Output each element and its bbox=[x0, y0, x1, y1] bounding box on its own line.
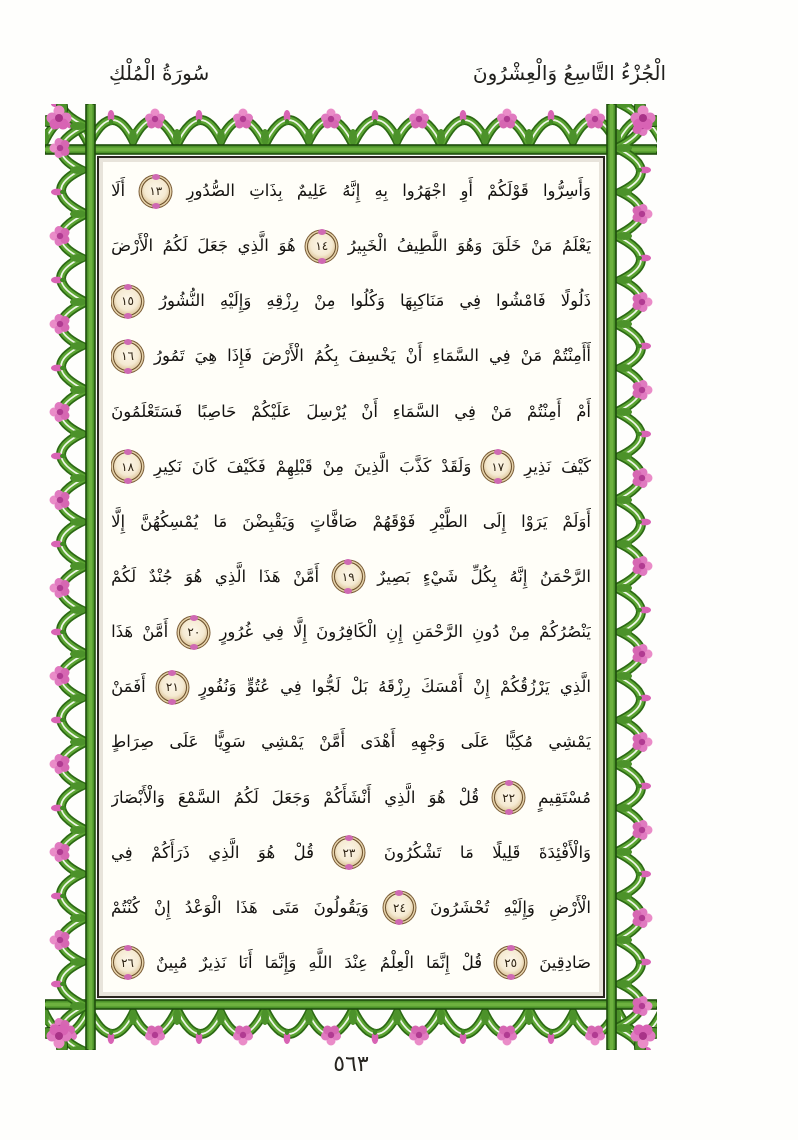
quran-word: هَذَا bbox=[111, 622, 134, 642]
quran-word: قُلْ bbox=[461, 952, 483, 972]
quran-word: مَنْ bbox=[530, 236, 553, 256]
quran-word: قَبْلِهِمْ bbox=[275, 456, 313, 476]
quran-word: عُتُوٍّ bbox=[246, 677, 270, 697]
quran-word: بِكُمُ bbox=[313, 346, 339, 366]
verse-number: ٢١ bbox=[165, 680, 179, 695]
quran-word: وَأَسِرُّوا bbox=[542, 181, 591, 200]
quran-word: نَكِيرِ bbox=[154, 456, 182, 476]
quran-word: أَمِنْتُمْ bbox=[526, 401, 562, 421]
quran-word: رِزْقِهِ bbox=[266, 291, 300, 311]
quran-word: الصُّدُورِ bbox=[186, 181, 236, 200]
quran-word: إِنْ bbox=[473, 677, 490, 697]
verse-number: ٢٣ bbox=[342, 845, 356, 860]
quran-word: سَوِيًّا bbox=[213, 732, 246, 752]
quran-word: رِزْقَهُ bbox=[378, 677, 411, 697]
quran-word: مَا bbox=[459, 842, 474, 862]
quran-word: إِنْ bbox=[154, 897, 171, 917]
quran-word: يُرْسِلَ bbox=[306, 401, 347, 421]
quran-word: يَعْلَمُ bbox=[562, 236, 591, 256]
verse-number: ١٧ bbox=[491, 459, 505, 474]
verse-number-medallion bbox=[141, 177, 170, 206]
page-number: ٥٦٣ bbox=[333, 1052, 369, 1077]
quran-word: النُّشُورُ bbox=[159, 291, 205, 311]
verse-number-medallion bbox=[113, 342, 142, 371]
quran-word: إِنَّمَا bbox=[425, 952, 450, 972]
quran-word: الَّذِي bbox=[384, 787, 416, 807]
quran-word: فَوْقَهُمْ bbox=[372, 511, 416, 531]
verse-number: ٢٢ bbox=[502, 790, 516, 805]
quran-word: يَخْسِفَ bbox=[348, 346, 396, 366]
quran-word: الْعِلْمُ bbox=[379, 952, 414, 972]
quran-word: غُرُورٍ bbox=[219, 622, 254, 642]
quran-word: مَنَاكِبِهَا bbox=[400, 291, 445, 311]
quran-word: أَنْشَأَكُمْ bbox=[323, 787, 372, 807]
quran-word: أَمَّنْ bbox=[319, 732, 346, 752]
quran-word: عِنْدَ bbox=[344, 952, 368, 972]
quran-word: جَعَلَ bbox=[197, 236, 229, 256]
quran-word: فَامْشُوا bbox=[496, 291, 546, 311]
quran-word: الَّذِينَ bbox=[353, 456, 390, 476]
quran-word: أَأَمِنْتُمْ bbox=[552, 346, 591, 366]
quran-word: إِلَّا bbox=[293, 622, 308, 642]
quran-word: وَالْأَبْصَارَ bbox=[111, 787, 165, 807]
quran-word: إِنَّهُ bbox=[342, 181, 361, 200]
quran-line bbox=[111, 385, 591, 439]
verse-number: ١٣ bbox=[149, 184, 163, 198]
quran-word: اجْهَرُوا bbox=[402, 181, 447, 200]
quran-word: وَلَقَدْ bbox=[441, 456, 472, 476]
quran-word: أَنْ bbox=[361, 401, 378, 421]
verse-number-medallion bbox=[483, 452, 512, 481]
quran-line bbox=[111, 495, 591, 549]
quran-word: وَهُوَ bbox=[457, 236, 483, 256]
verse-number: ٢٤ bbox=[393, 900, 406, 915]
surah-title: سُورَةُ الْمُلْكِ bbox=[109, 61, 210, 85]
quran-line bbox=[111, 826, 591, 880]
quran-word: قَوْلَكُمْ bbox=[487, 181, 529, 200]
quran-word: بِكُلِّ bbox=[470, 566, 497, 586]
quran-word: فِي bbox=[111, 842, 133, 862]
quran-word: مِنْ bbox=[508, 622, 531, 642]
quran-word: أَمَّنْ bbox=[293, 566, 320, 586]
quran-word: يَمْشِي bbox=[261, 732, 304, 752]
quran-word: يَمْشِي bbox=[548, 732, 591, 752]
quran-word: هُوَ bbox=[185, 566, 203, 586]
verse-number-medallion bbox=[494, 783, 523, 812]
quran-word: الْأَرْضِ bbox=[549, 897, 591, 917]
quran-word: قُلْ bbox=[293, 842, 314, 862]
quran-word: مَنْ bbox=[490, 401, 513, 421]
quran-word: صِرَاطٍ bbox=[111, 732, 154, 752]
quran-word: ذَلُولًا bbox=[560, 291, 591, 311]
verse-number: ١٤ bbox=[315, 239, 329, 254]
quran-line bbox=[111, 164, 591, 218]
quran-word: الْأَرْضَ bbox=[111, 236, 154, 256]
quran-word: هِيَ bbox=[194, 346, 218, 366]
verse-number-medallion bbox=[385, 893, 414, 922]
quran-word: مُبِينٌ bbox=[156, 952, 188, 972]
quran-word: نَذِيرِ bbox=[524, 456, 552, 476]
quran-word: أَمْ bbox=[576, 401, 591, 421]
quran-word: الْكَافِرُونَ bbox=[316, 622, 377, 642]
quran-word: كَذَّبَ bbox=[399, 456, 432, 476]
quran-word: بِذَاتِ bbox=[249, 181, 283, 200]
verse-number: ٢٥ bbox=[504, 955, 518, 970]
verse-number-medallion bbox=[113, 452, 142, 481]
quran-word: اللَّهِ bbox=[308, 952, 333, 972]
quran-line bbox=[111, 440, 591, 494]
quran-word: مُكِبًّا bbox=[505, 732, 534, 752]
quran-word: فَسَتَعْلَمُونَ bbox=[111, 401, 183, 421]
quran-word: الرَّحْمَنِ bbox=[411, 622, 463, 642]
juz-title: الْجُزْءُ التَّاسِعُ وَالْعِشْرُونَ bbox=[472, 61, 666, 85]
quran-word: كَانَ bbox=[191, 456, 217, 476]
quran-line bbox=[111, 550, 591, 604]
quran-word: أَمَّنْ bbox=[142, 622, 169, 642]
quran-word: لَجُّوا bbox=[311, 677, 341, 697]
quran-word: الطَّيْرِ bbox=[430, 511, 468, 531]
quran-word: تَشْكُرُونَ bbox=[383, 842, 442, 862]
quran-text-block bbox=[111, 164, 591, 990]
quran-word: فَإِذَا bbox=[227, 346, 252, 366]
verse-number-medallion bbox=[113, 948, 142, 977]
verse-number-medallion bbox=[334, 838, 363, 867]
quran-word: أَوِ bbox=[460, 181, 473, 200]
quran-line bbox=[111, 329, 591, 383]
quran-word: إِلَى bbox=[482, 511, 507, 531]
quran-word: وَيَقُولُونَ bbox=[313, 897, 369, 917]
quran-word: فَكَيْفَ bbox=[226, 456, 266, 476]
quran-word: مِنْ bbox=[314, 291, 336, 311]
quran-word: مَتَى bbox=[271, 897, 300, 917]
quran-word: بَلْ bbox=[350, 677, 368, 697]
quran-word: لَكُمُ bbox=[233, 787, 259, 807]
quran-word: وَنُفُورٍ bbox=[199, 677, 237, 697]
quran-word: وَالْأَفْئِدَةَ bbox=[538, 842, 591, 862]
verse-number: ٢٦ bbox=[121, 955, 134, 970]
quran-word: أَلَا bbox=[111, 181, 126, 200]
quran-word: بِهِ bbox=[374, 181, 388, 200]
quran-text-area bbox=[97, 156, 605, 998]
quran-word: يَرَوْا bbox=[521, 511, 548, 531]
quran-word: فِي bbox=[280, 677, 302, 697]
quran-word: هَذَا bbox=[235, 897, 258, 917]
quran-word: فِي bbox=[459, 291, 481, 311]
quran-word: مِنْ bbox=[322, 456, 344, 476]
quran-word: السَّمَاءِ bbox=[432, 346, 479, 366]
quran-word: فِي bbox=[489, 346, 511, 366]
verse-number: ١٨ bbox=[121, 459, 135, 474]
quran-word: هُوَ bbox=[428, 787, 446, 807]
verse-number: ١٦ bbox=[121, 349, 134, 364]
verse-number-medallion bbox=[334, 562, 363, 591]
quran-word: فِي bbox=[454, 401, 476, 421]
quran-word: قُلْ bbox=[458, 787, 480, 807]
quran-word: إِلَّا bbox=[111, 511, 126, 531]
quran-word: صَادِقِينَ bbox=[539, 952, 591, 972]
quran-word: بَصِيرٌ bbox=[377, 566, 411, 586]
quran-word: خَلَقَ bbox=[491, 236, 522, 256]
verse-number: ٢٠ bbox=[187, 625, 201, 640]
verse-number-medallion bbox=[179, 618, 208, 647]
quran-word: دُونِ bbox=[472, 622, 500, 642]
quran-word: السَّمْعَ bbox=[177, 787, 221, 807]
quran-word: وَإِلَيْهِ bbox=[503, 897, 535, 917]
page-header bbox=[45, 50, 668, 96]
quran-word: أَنْ bbox=[405, 346, 423, 366]
quran-word: كَيْفَ bbox=[561, 456, 591, 476]
quran-word: هُوَ bbox=[278, 236, 296, 256]
quran-line bbox=[111, 605, 591, 659]
quran-word: مَا bbox=[213, 511, 228, 531]
quran-word: أَهْدَى bbox=[360, 732, 396, 752]
quran-word: وَجَعَلَ bbox=[271, 787, 311, 807]
quran-word: وَيَقْبِضْنَ bbox=[242, 511, 295, 531]
quran-word: فِي bbox=[262, 622, 284, 642]
quran-word: عَلَى bbox=[460, 732, 490, 752]
quran-word: الْخَبِيرُ bbox=[347, 236, 388, 256]
quran-word: كُنْتُمْ bbox=[111, 897, 140, 917]
quran-word: عَلِيمٌ bbox=[296, 181, 329, 200]
quran-word: جُنْدٌ bbox=[148, 566, 173, 586]
quran-word: هُوَ bbox=[257, 842, 276, 862]
quran-word: الَّذِي bbox=[208, 842, 240, 862]
quran-word: نَذِيرٌ bbox=[199, 952, 227, 972]
verse-number: ١٥ bbox=[121, 294, 134, 309]
quran-line bbox=[111, 715, 591, 769]
quran-word: أَفَمَنْ bbox=[111, 677, 146, 697]
quran-word: عَلَيْكُمْ bbox=[251, 401, 292, 421]
verse-number-medallion bbox=[496, 948, 525, 977]
quran-word: الرَّحْمَنُ bbox=[539, 566, 591, 586]
quran-word: وَكُلُوا bbox=[350, 291, 385, 311]
quran-word: تُحْشَرُونَ bbox=[430, 897, 490, 917]
quran-word: أَوَلَمْ bbox=[562, 511, 591, 531]
verse-number-medallion bbox=[158, 673, 187, 702]
quran-word: لَكُمُ bbox=[162, 236, 188, 256]
quran-word: صَافَّاتٍ bbox=[310, 511, 358, 531]
quran-line bbox=[111, 881, 591, 935]
quran-word: وَجْهِهِ bbox=[410, 732, 446, 752]
quran-word: حَاصِبًا bbox=[197, 401, 237, 421]
quran-word: لَكُمْ bbox=[111, 566, 137, 586]
quran-word: الْوَعْدُ bbox=[184, 897, 222, 917]
quran-word: مَنْ bbox=[520, 346, 543, 366]
quran-line bbox=[111, 219, 591, 273]
quran-word: يَرْزُقُكُمْ bbox=[500, 677, 550, 697]
quran-word: إِنِ bbox=[386, 622, 403, 642]
quran-word: يَنْصُرُكُمْ bbox=[539, 622, 591, 642]
quran-line bbox=[111, 771, 591, 825]
quran-word: قَلِيلًا bbox=[492, 842, 521, 862]
quran-word: الَّذِي bbox=[559, 677, 591, 697]
quran-word: تَمُورُ bbox=[154, 346, 185, 366]
quran-line bbox=[111, 936, 591, 990]
quran-word: وَإِلَيْهِ bbox=[219, 291, 252, 311]
quran-word: الَّذِي bbox=[237, 236, 269, 256]
quran-word: إِنَّهُ bbox=[509, 566, 528, 586]
quran-word: وَإِنَّمَا bbox=[264, 952, 297, 972]
quran-word: شَيْءٍ bbox=[422, 566, 459, 586]
quran-line bbox=[111, 660, 591, 714]
quran-word: الْأَرْضَ bbox=[261, 346, 304, 366]
verse-number-medallion bbox=[307, 232, 336, 261]
quran-word: يُمْسِكُهُنَّ bbox=[140, 511, 199, 531]
verse-number-medallion bbox=[113, 287, 142, 316]
quran-word: هَذَا bbox=[258, 566, 281, 586]
quran-word: مُسْتَقِيمٍ bbox=[538, 787, 591, 807]
quran-word: اللَّطِيفُ bbox=[396, 236, 448, 256]
quran-word: أَمْسَكَ bbox=[420, 677, 463, 697]
quran-word: أَنَا bbox=[238, 952, 253, 972]
quran-word: السَّمَاءِ bbox=[392, 401, 440, 421]
verse-number: ١٩ bbox=[341, 569, 355, 584]
quran-word: عَلَى bbox=[169, 732, 199, 752]
quran-word: الَّذِي bbox=[214, 566, 247, 586]
quran-line bbox=[111, 274, 591, 328]
quran-word: ذَرَأَكُمْ bbox=[151, 842, 190, 862]
